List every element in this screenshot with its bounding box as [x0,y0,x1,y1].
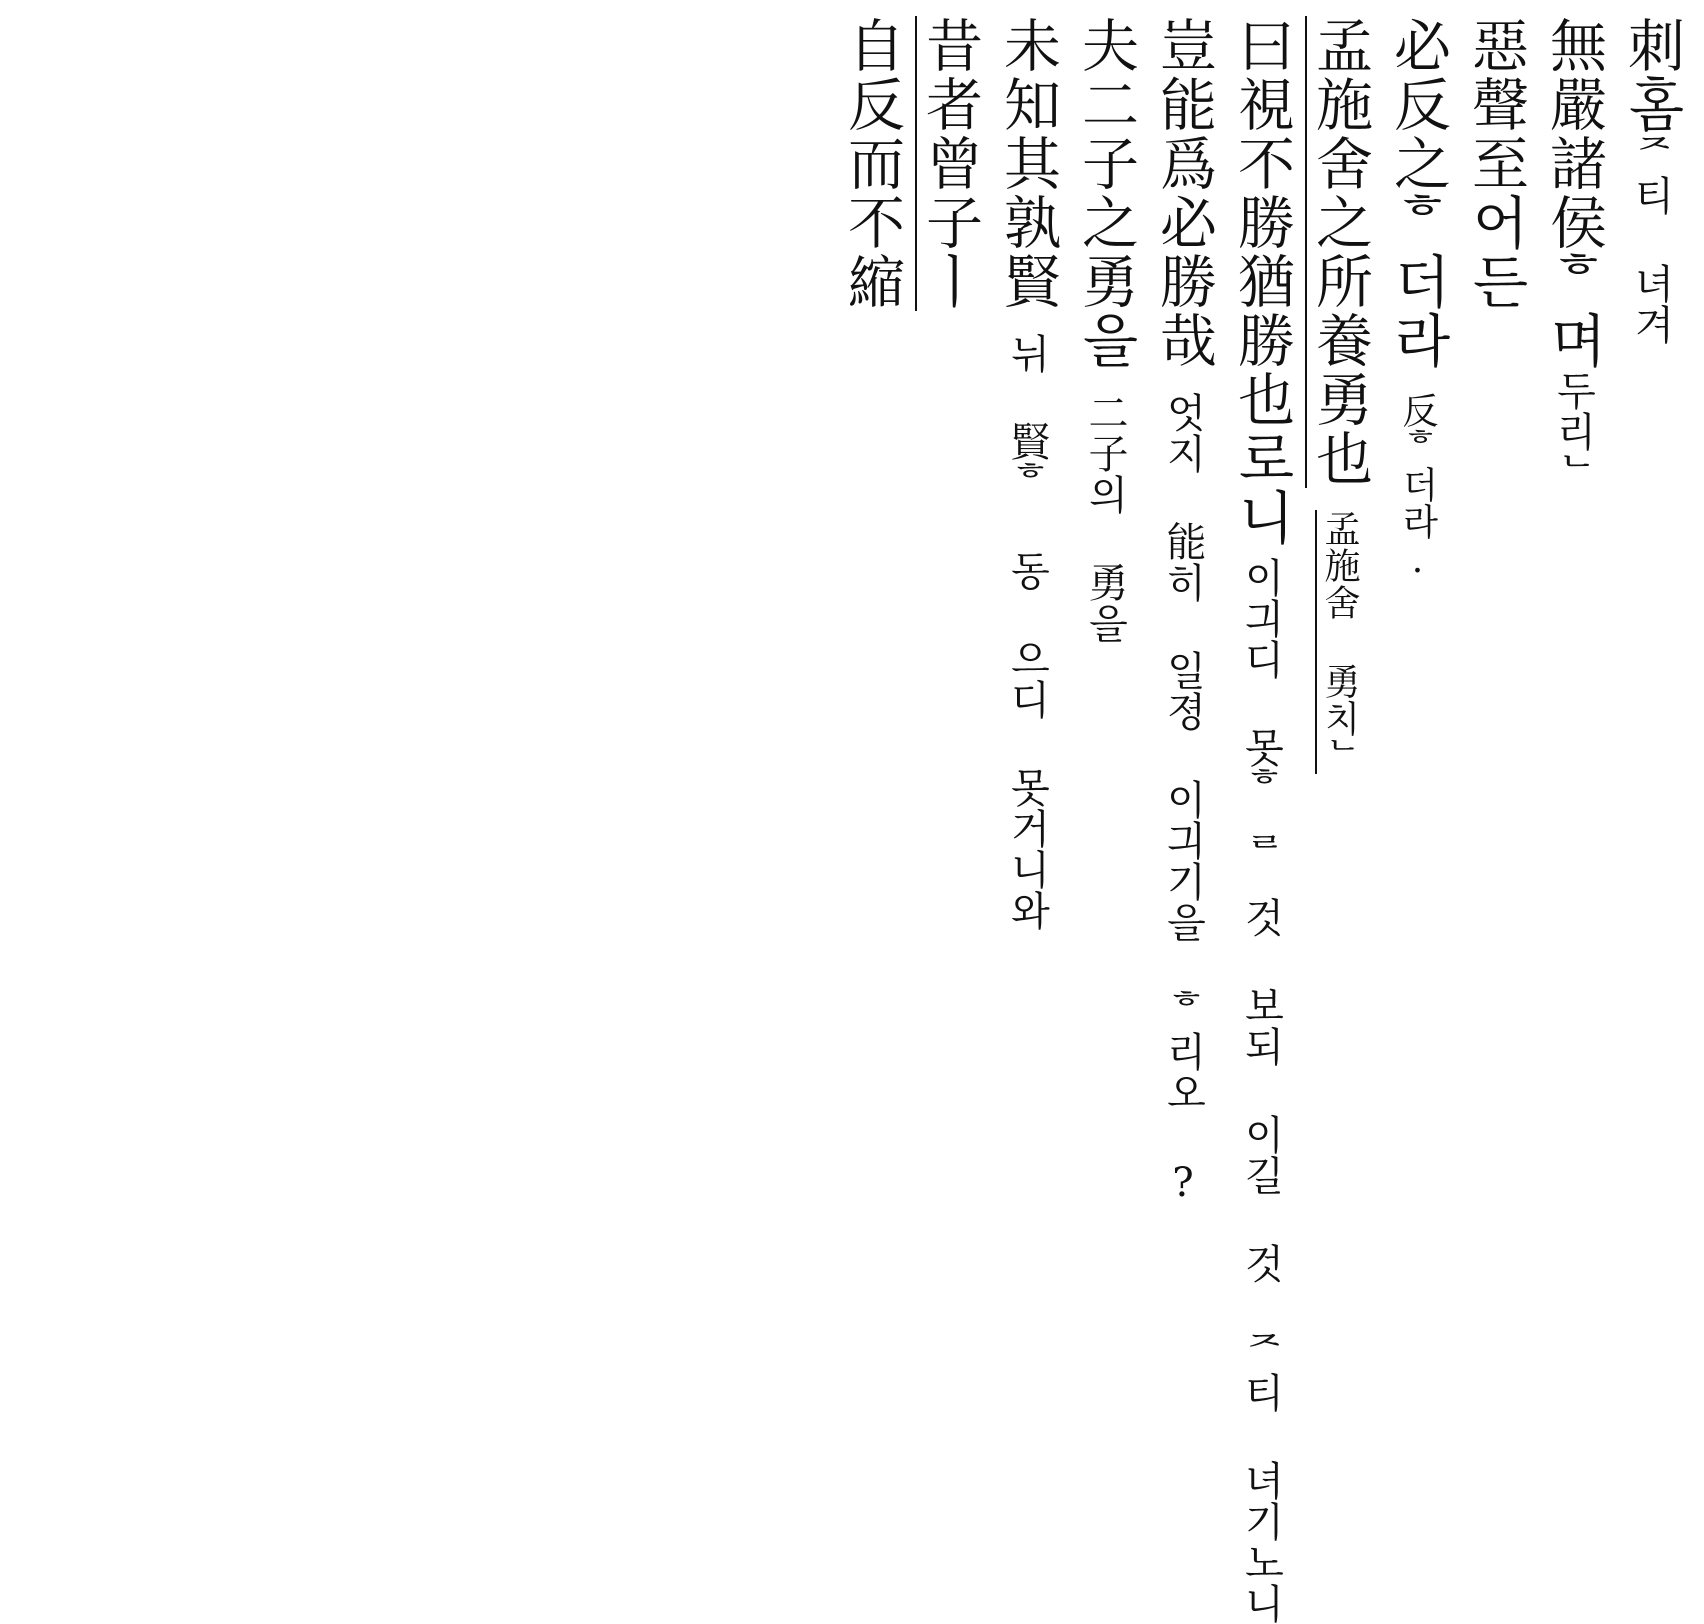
hanja-run: 豈能爲必勝哉 [1150,16,1217,370]
text-column [1378,6,1456,1344]
hangul-gloss: ᄌ티 녀겨 [1628,134,1674,345]
text-column [832,6,910,1344]
hanja-run: 刺홈 [1618,16,1685,134]
text-column [1300,6,1378,1344]
hangul-gloss: 反ᄒ더라. [1397,392,1438,582]
hanja-run: 無嚴諸侯ᄒ며 [1540,16,1607,370]
hanja-run-proper-noun: 昔者曾子ㅣ [916,16,983,311]
hangul-gloss: 엇지 能히 일졍 이긔기을 ᄒ리오 ? [1160,392,1206,1207]
hanja-run: 未知其孰賢 [994,16,1061,311]
text-column [1456,6,1534,1344]
text-column [1144,6,1222,1344]
hangul-gloss: 두리ᄂ [1550,370,1596,493]
hanja-run: 惡聲至어든 [1462,16,1529,311]
text-column [988,6,1066,1344]
hangul-gloss: 이긔디 못ᄒᆯ 것 보되 이길 것 ᄌ티 녀기노니 [1238,557,1284,1624]
hangul-gloss: 二子의 勇을 [1082,392,1128,644]
text-column [1066,6,1144,1344]
hanja-run: 必反之ᄒ더라 [1384,16,1451,370]
text-column [910,6,988,1344]
hanja-run: 曰視不勝猶勝也로니 [1228,16,1295,547]
text-column [1534,6,1612,1344]
text-column [1612,6,1690,1344]
hangul-gloss: 뉘 賢ᄒ 동 으디 못거니와 [1004,333,1050,931]
hangul-gloss-proper-noun: 孟施舍 勇치ᄂ [1319,510,1360,774]
hanja-run: 自反而不縮 [838,16,905,311]
hanja-run: 夫二子之勇을 [1072,16,1139,370]
hanja-run-proper-noun: 孟施舍之所養勇也 [1306,16,1373,488]
text-column [1222,6,1300,1624]
